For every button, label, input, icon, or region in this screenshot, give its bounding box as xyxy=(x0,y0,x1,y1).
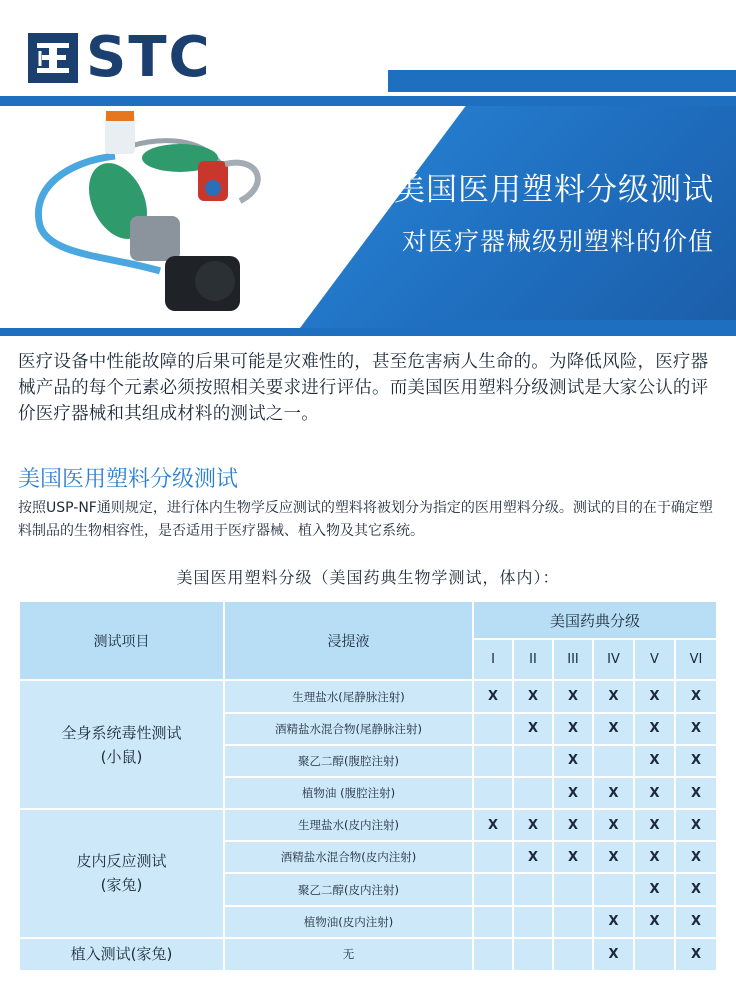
class-mark-cell: X xyxy=(513,841,553,873)
brand-logo xyxy=(28,25,212,90)
banner-title: 美国医用塑料分级测试 xyxy=(394,172,714,208)
class-label: III xyxy=(553,639,593,680)
extract-cell: 聚乙二醇(皮内注射) xyxy=(224,873,473,905)
class-mark-cell xyxy=(513,906,553,938)
class-mark-cell: X xyxy=(675,906,717,938)
class-mark-cell: X xyxy=(675,841,717,873)
extract-cell: 酒精盐水混合物(尾静脉注射) xyxy=(224,713,473,745)
class-mark-cell: X xyxy=(593,777,634,809)
class-mark-cell: X xyxy=(675,873,717,905)
intro-paragraph: 医疗设备中性能故障的后果可能是灾难性的，甚至危害病人生命的。为降低风险，医疗器械产品的每个元素必须按照相关要求进行评估。而美国医用塑料分级测试是大家公认的评价医疗器械和其组成材料的测试之一。 xyxy=(18,352,709,424)
class-mark-cell xyxy=(513,938,553,971)
class-mark-cell: X xyxy=(675,713,717,745)
class-mark-cell: X xyxy=(553,680,593,712)
class-mark-cell: X xyxy=(634,680,675,712)
test-item-animal: (小鼠) xyxy=(100,747,143,766)
class-mark-cell xyxy=(513,745,553,777)
class-mark-cell xyxy=(593,873,634,905)
test-item-name: 全身系统毒性测试 xyxy=(61,723,182,742)
class-label: V xyxy=(634,639,675,680)
brand-name: STC xyxy=(86,25,212,90)
class-mark-cell: X xyxy=(675,680,717,712)
class-mark-cell xyxy=(473,745,513,777)
banner-top-bar xyxy=(0,96,736,106)
test-item-cell xyxy=(19,938,224,971)
extract-cell: 酒精盐水混合物(皮内注射) xyxy=(224,841,473,873)
class-label: I xyxy=(473,639,513,680)
class-mark-cell: X xyxy=(513,713,553,745)
class-mark-cell xyxy=(473,777,513,809)
extract-cell: 生理盐水(尾静脉注射) xyxy=(224,680,473,712)
class-mark-cell xyxy=(593,745,634,777)
class-mark-cell: X xyxy=(553,841,593,873)
class-mark-cell: X xyxy=(675,938,717,971)
class-mark-cell: X xyxy=(634,809,675,841)
class-mark-cell: X xyxy=(634,713,675,745)
class-mark-cell xyxy=(473,906,513,938)
table-header-row xyxy=(19,601,717,639)
test-item-cell xyxy=(19,809,224,938)
class-mark-cell: X xyxy=(634,906,675,938)
class-mark-cell xyxy=(634,938,675,971)
class-mark-cell: X xyxy=(473,809,513,841)
logo-emblem-icon xyxy=(28,33,78,83)
usp-class-table xyxy=(18,600,718,972)
class-mark-cell: X xyxy=(634,841,675,873)
class-mark-cell: X xyxy=(553,809,593,841)
class-mark-cell: X xyxy=(634,873,675,905)
class-mark-cell: X xyxy=(675,777,717,809)
class-mark-cell xyxy=(473,938,513,971)
class-mark-cell xyxy=(513,873,553,905)
banner-bottom-accent xyxy=(430,320,736,328)
class-mark-cell xyxy=(513,777,553,809)
extract-cell: 植物油(皮内注射) xyxy=(224,906,473,938)
class-mark-cell: X xyxy=(513,680,553,712)
class-mark-cell xyxy=(553,873,593,905)
banner-bottom-bar xyxy=(0,328,736,336)
section-heading: 美国医用塑料分级测试 xyxy=(18,467,239,492)
class-mark-cell xyxy=(553,938,593,971)
class-mark-cell: X xyxy=(553,745,593,777)
class-mark-cell: X xyxy=(593,841,634,873)
section-paragraph: 按照USP-NF通则规定，进行体内生物学反应测试的塑料将被划分为指定的医用塑料分级。测试的目的在于确定塑料制品的生物相容性，是否适用于医疗器械、植入物及其它系统。 xyxy=(18,500,713,539)
table-row xyxy=(19,680,717,712)
class-label: II xyxy=(513,639,553,680)
extract-cell: 无 xyxy=(224,938,473,971)
class-mark-cell xyxy=(473,873,513,905)
class-mark-cell: X xyxy=(593,809,634,841)
class-mark-cell: X xyxy=(553,713,593,745)
class-mark-cell: X xyxy=(634,745,675,777)
class-mark-cell xyxy=(553,906,593,938)
class-label: VI xyxy=(675,639,717,680)
extract-cell: 生理盐水(皮内注射) xyxy=(224,809,473,841)
class-label: IV xyxy=(593,639,634,680)
banner-accent-bar xyxy=(388,70,736,92)
class-mark-cell: X xyxy=(593,713,634,745)
class-mark-cell xyxy=(473,713,513,745)
extract-cell: 植物油 (腹腔注射) xyxy=(224,777,473,809)
test-item-animal: (家兔) xyxy=(100,876,143,895)
header-test-item: 测试项目 xyxy=(19,601,224,680)
class-mark-cell: X xyxy=(473,680,513,712)
class-mark-cell: X xyxy=(675,745,717,777)
test-item-cell xyxy=(19,680,224,809)
class-mark-cell: X xyxy=(593,680,634,712)
banner-subtitle: 对医疗器械级别塑料的价值 xyxy=(401,227,714,256)
class-mark-cell: X xyxy=(553,777,593,809)
table-caption: 美国医用塑料分级（美国药典生物学测试，体内）： xyxy=(176,568,560,587)
table-row xyxy=(19,809,717,841)
class-mark-cell: X xyxy=(593,938,634,971)
test-item-name: 皮内反应测试 xyxy=(76,852,167,871)
class-mark-cell: X xyxy=(634,777,675,809)
class-mark-cell: X xyxy=(513,809,553,841)
header-usp-class: 美国药典分级 xyxy=(473,601,717,639)
class-mark-cell: X xyxy=(675,809,717,841)
class-mark-cell: X xyxy=(593,906,634,938)
extract-cell: 聚乙二醇(腹腔注射) xyxy=(224,745,473,777)
table-row xyxy=(19,938,717,971)
class-mark-cell xyxy=(473,841,513,873)
header-extract: 浸提液 xyxy=(224,601,473,680)
test-item-name: 植入测试(家兔) xyxy=(70,945,173,964)
